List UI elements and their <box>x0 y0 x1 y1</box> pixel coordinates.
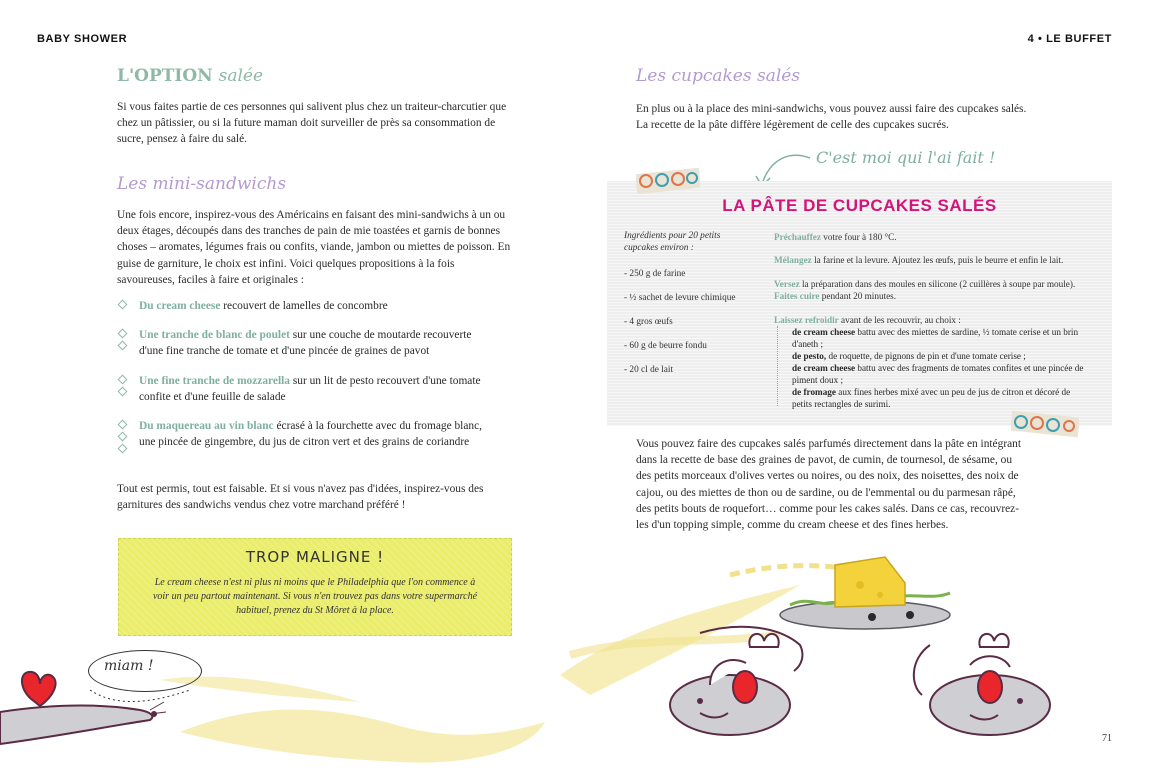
handwritten-note: C'est moi qui l'ai fait ! <box>816 148 996 167</box>
recipe-option: de cream cheese battu avec des miettes de sardine, ½ tomate cerise et un brin d'aneth ; <box>792 327 1079 349</box>
ingredient-item: - ½ sachet de levure chimique <box>624 293 736 303</box>
recipe-option: de cream cheese battu avec des fragments de tomates confites et une pincée de piment doux ; <box>792 363 1084 385</box>
list-item: Du cream cheese recouvert de lamelles de concombre <box>117 298 497 314</box>
mini-sandwichs-text: Une fois encore, inspirez-vous des Américains en faisant des mini-sandwichs à un ou deux étages, découpés dans des tranches de pain de mie toastées et garnis de bonnes choses – aromates, légumes frais ou confits, viande, jambon ou miettes de poisson. En guise de garniture, le choix est infini. Voici quelques propositions à la fois savoureuses, faciles à faire et originales : <box>117 209 511 286</box>
ingredient-item: - 4 gros œufs <box>624 317 673 327</box>
diamond-bullet-icon <box>117 373 127 405</box>
cupcakes-title: Les cupcakes salés <box>636 66 801 86</box>
option-intro: Si vous faites partie de ces personnes qui salivent plus chez un traiteur-charcutier que chez un pâtissier, ou si la future maman doit surveiller de près sa consommation de sucre, pensez à faire du salé. <box>117 101 507 146</box>
cupcakes-outro: Vous pouvez faire des cupcakes salés parfumés directement dans la pâte en intégrant dans la recette de base des graines de pavot, de cumin, de tournesol, de sésame, ou des petits morceaux d'olives vertes ou noires, ou des noix, des noisettes, des noix de cajou, ou des miettes de thon ou de sardine, ou de l'emmental ou du parmesan râpé, des petits bouts de roquefort… comme pour les cakes salés. Dans ce cas, recouvrez-les d'un topping simple, comme du cream cheese et des fines herbes. <box>636 438 1022 532</box>
ingredients-header: Ingrédients pour 20 petits cupcakes environ : <box>624 231 721 253</box>
running-header-right: 4 • LE BUFFET <box>1027 33 1112 45</box>
options-bracket <box>777 326 786 406</box>
mouse-icon <box>0 702 166 744</box>
heart-icon <box>22 672 56 706</box>
ingredient-item: - 60 g de beurre fondu <box>624 341 707 351</box>
sandwich-list <box>117 298 497 463</box>
recipe-step-3: Versez la préparation dans des moules en silicone (2 cuillères à soupe par moule). Faites cuire pendant 20 minutes. <box>774 279 1076 301</box>
mice-illustration <box>550 535 1110 782</box>
diamond-bullet-icon <box>117 327 127 359</box>
recipe-step-4: Laissez refroidir avant de les recouvrir, au choix : <box>774 315 961 325</box>
list-item: Une tranche de blanc de poulet sur une couche de moutarde recouverte d'une fine tranche de tomate et d'une pincée de graines de pavot <box>117 327 497 359</box>
recipe-options <box>792 326 1092 410</box>
page-number: 71 <box>1102 733 1112 744</box>
tip-box <box>118 538 512 636</box>
running-header-left: BABY SHOWER <box>37 33 128 45</box>
diamond-bullet-icon <box>117 418 127 450</box>
recipe-option: de pesto, de roquette, de pignons de pin et d'une tomate cerise ; <box>792 351 1026 361</box>
recipe-step-2: Mélangez la farine et la levure. Ajoutez les œufs, puis le beurre et enfin le lait. <box>774 255 1064 265</box>
option-title-main: L'OPTION <box>117 66 213 86</box>
left-decoration <box>0 640 560 782</box>
list-item: Du maquereau au vin blanc écrasé à la fourchette avec du fromage blanc, une pincée de gingembre, du jus de citron vert et des grains de coriandre <box>117 418 497 450</box>
ingredient-item: - 20 cl de lait <box>624 365 674 375</box>
diamond-bullet-icon <box>117 298 127 314</box>
recipe-title: LA PÂTE DE CUPCAKES SALÉS <box>722 196 997 215</box>
recipe-step-1: Préchauffez votre four à 180 °C. <box>774 232 897 242</box>
swirl-tape-icon <box>636 168 700 194</box>
miam-text: miam ! <box>104 658 154 674</box>
tip-text: Le cream cheese n'est ni plus ni moins que le Philadelphia que l'on commence à voir un peu partout maintenant. Si vous n'en trouvez pas dans votre supermarché habituel, prenez du St Môret à la place. <box>152 577 478 616</box>
list-item: Une fine tranche de mozzarella sur un lit de pesto recouvert d'une tomate confite et d'une feuille de salade <box>117 373 497 405</box>
chef-hat-icon <box>979 634 1008 647</box>
mouse-icon <box>914 645 1050 735</box>
mini-sandwichs-title: Les mini-sandwichs <box>117 174 287 194</box>
swirl-tape-icon <box>1011 410 1079 438</box>
recipe-option: de fromage aux fines herbes mixé avec un peu de jus de citron et décoré de petits rectangles de surimi. <box>792 387 1071 409</box>
tip-title: TROP MALIGNE ! <box>245 548 385 566</box>
ingredient-item: - 250 g de farine <box>624 269 686 279</box>
cupcakes-intro: En plus ou à la place des mini-sandwichs, vous pouvez aussi faire des cupcakes salés. La recette de la pâte diffère légèrement de celle des cupcakes sucrés. <box>636 103 1027 132</box>
cheese-icon <box>835 557 905 607</box>
recipe-card <box>607 181 1112 426</box>
mini-sandwichs-outro: Tout est permis, tout est faisable. Et si vous n'avez pas d'idées, inspirez-vous des garnitures des sandwichs vendus chez votre marchand préféré ! <box>117 483 484 512</box>
option-title-script: salée <box>218 66 264 86</box>
option-title <box>117 66 263 86</box>
